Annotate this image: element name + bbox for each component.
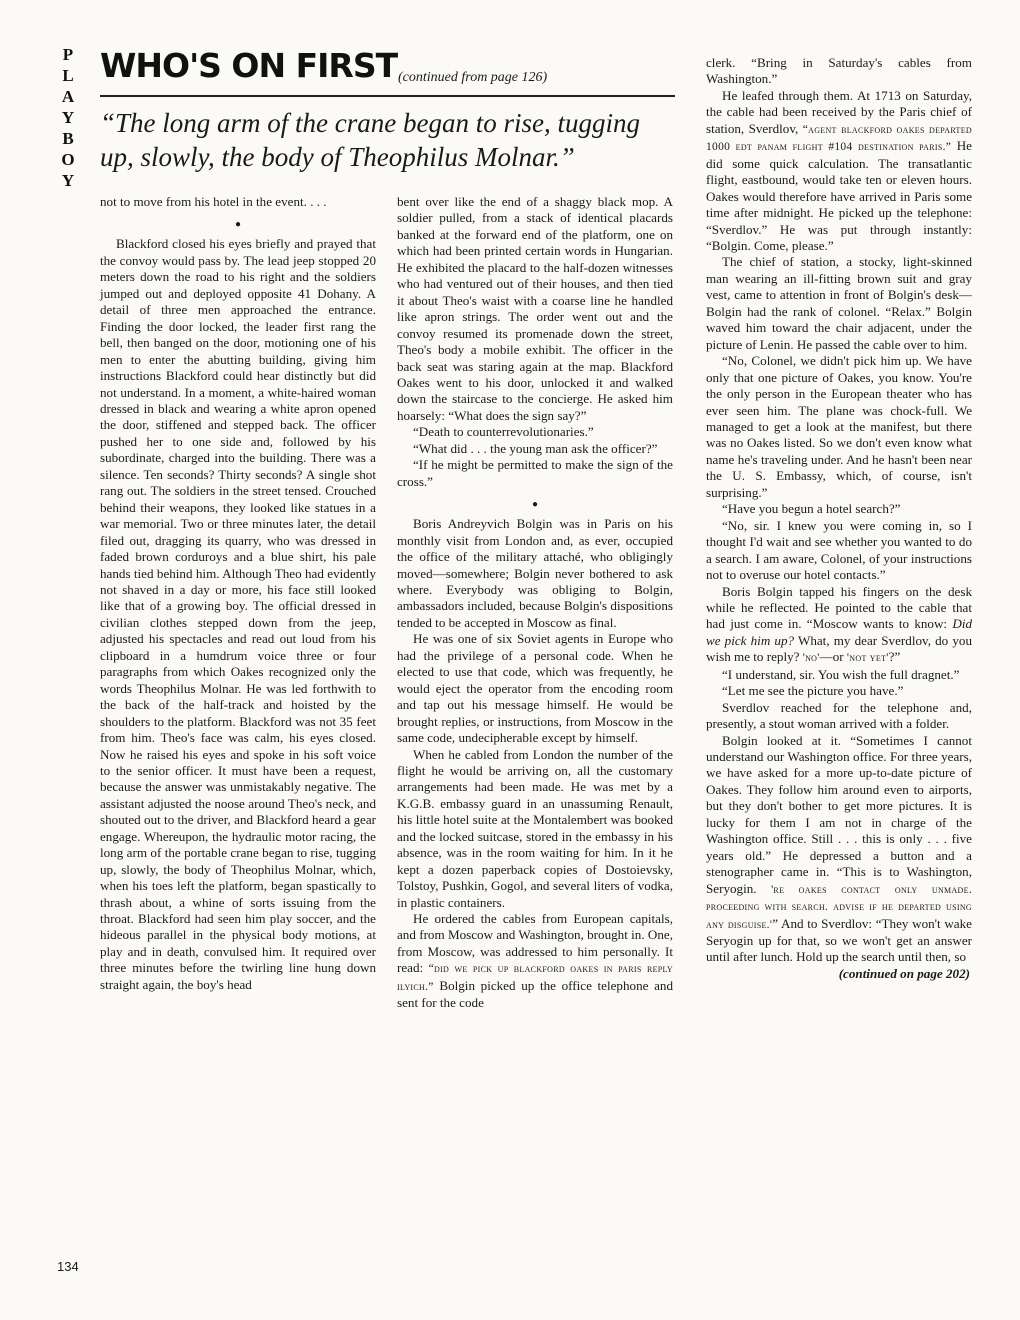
text-run: Boris Bolgin tapped his fingers on the desk while he reflected. He pointed to the cable that had just come in. “Moscow wants to know: xyxy=(706,583,972,632)
cable-text: 'not yet' xyxy=(846,652,889,665)
paragraph xyxy=(397,911,673,1012)
italic-text: Did we pick him up? xyxy=(706,616,972,648)
magazine-letter: O xyxy=(61,150,75,169)
magazine-letter: P xyxy=(62,45,74,64)
paragraph: “What did . . . the young man ask the officer?” xyxy=(413,440,658,456)
continued-from-note: (continued from page 126) xyxy=(398,70,548,85)
paragraph: “I understand, sir. You wish the full dragnet.” xyxy=(722,666,960,682)
paragraph: When he cabled from London the number of the flight he would be arriving on, all the customary arrangements had been made. He was met by a K.G.B. embassy guard in an unassuming Renault, his little hotel suite at the Montalembert was booked and the locked suitcase, stored in the embassy in his absence, was in the room waiting for him. In it he kept a dozen paperback copies of Dostoievsky, Tolstoy, Pushkin, Gogol, and several liters of vodka, in plastic containers. xyxy=(397,746,673,910)
paragraph: clerk. “Bring in Saturday's cables from Washington.” xyxy=(706,55,972,87)
paragraph: not to move from his hotel in the event. . . . xyxy=(100,194,327,209)
cable-text: 're oakes contact only unmade. proceeding with search. advise if he departed using any disguise.' xyxy=(706,883,972,931)
paragraph: “Have you begun a hotel search?” xyxy=(722,501,901,517)
column-2 xyxy=(397,194,673,1012)
cable-text: “agent blackford oakes departed 1000 edt panam flight #104 destination paris.” xyxy=(706,123,972,154)
text-run: —or xyxy=(819,649,847,665)
magazine-letter: A xyxy=(61,87,75,106)
paragraph: “No, Colonel, we didn't pick him up. We have only that one picture of Oakes, you know. You're the only person in the European theater who has ever seen him. The plane was chock-full. We managed to get a look at the manifest, but there was no Oakes listed. So we don't even know what name he's traveling under. And he hasn't been near the U. S. Embassy, which, of course, isn't surprising.” xyxy=(706,353,972,500)
pull-quote: “The long arm of the crane began to rise, tugging up, slowly, the body of Theophilus Molnar.” xyxy=(100,108,640,172)
article-title: WHO'S ON FIRST xyxy=(100,46,398,85)
paragraph: The chief of station, a stocky, light-skinned man wearing an ill-fitting brown suit and gray vest, came to attention in front of Bolgin's desk—Bolgin had the rank of colonel. “Relax.” Bolgin waved him toward the chair adjacent, under the picture of Lenin. He passed the cable over to him. xyxy=(706,254,972,352)
paragraph: “Let me see the picture you have.” xyxy=(722,683,904,699)
text-run: He leafed through them. At 1713 on Saturday, the cable had been received by the Paris chief of station, Sverdlov, xyxy=(706,87,972,136)
magazine-letter: L xyxy=(62,66,74,85)
page-number: 134 xyxy=(57,1259,79,1274)
paragraph: He was one of six Soviet agents in Europe who had the privilege of a personal code. When he elected to use that code, which was frequently, he would eject the operator from the encoding room and tap out his message himself. He would be brought replies, or instructions, from Moscow in the same code, undecipherable except by himself. xyxy=(397,631,673,746)
paragraph: Boris Andreyvich Bolgin was in Paris on his monthly visit from London and, as ever, occupied the office of the military attaché, who obligingly moved—somewhere; Bolgin never bothered to ask where. Everybody was obliging to Bolgin, ambassadors included, because Bolgin's dispositions tended to be accepted in Moscow as final. xyxy=(397,516,673,630)
continued-on-note: (continued on page 202) xyxy=(838,965,970,981)
paragraph: Sverdlov reached for the telephone and, presently, a stout woman arrived with a folder. xyxy=(706,699,972,732)
section-bullet: ● xyxy=(531,499,539,511)
text-run: He ordered the cables from European capitals, and from Moscow and Washington, brought in. One, from Moscow, was addressed to him personally. It read: xyxy=(397,911,673,976)
magazine-letter: B xyxy=(62,129,74,148)
section-bullet: ● xyxy=(234,219,242,231)
text-run: He did some quick calculation. The transatlantic flight, eastbound, would take ten or eleven hours. Oakes would therefore have arrived in Paris some time after midnight. He picked up the telephone: “Sverdlov.” He was put through instantly: “Bolgin. Come, please.” xyxy=(706,138,972,253)
paragraph xyxy=(706,733,972,966)
paragraph: “Death to counterrevolutionaries.” xyxy=(413,424,594,440)
paragraph xyxy=(706,88,972,255)
magazine-name-vertical xyxy=(50,44,86,214)
magazine-letter: Y xyxy=(61,108,75,127)
paragraph: “If he might be permitted to make the sign of the cross.” xyxy=(397,457,673,489)
text-run: Bolgin looked at it. “Sometimes I cannot understand our Washington office. For three years, we have asked for a more up-to-date picture of Oakes. They follow him around even to airports, but they don't bother to get more pictures. It is lucky for them I am not in charge of the Washington office. Still . . . this is only . . . five years old.” He depressed a button and a stenographer came in. “This is to Washington, Seryogin. xyxy=(706,732,972,896)
text-run: ” And to Sverdlov: “They won't wake Seryogin up for that, so we won't get an answer until after lunch. Hold up the search until then, so xyxy=(706,915,972,965)
cable-text: 'no' xyxy=(802,652,820,665)
paragraph: bent over like the end of a shaggy black mop. A soldier pulled, from a stack of identical placards banked at the forward end of the platform, one on which had been printed certain words in Hungarian. He exhibited the placard to the half-dozen witnesses who had ventured out of their houses, and then tied it about Theo's waist with a coarse line he handled like apron strings. The order went out and the convoy resumed its promenade down the street, Theo's body a mobile exhibit. The officer in the back seat was staring again at the map. Blackford Oakes went to his door, unlocked it and walked down the staircase to the concierge. He asked him hoarsely: “What does the sign say?” xyxy=(397,194,673,423)
paragraph: Blackford closed his eyes briefly and prayed that the convoy would pass by. The lead jeep stopped 20 meters down the road to his right and the soldiers jumped out and deployed opposite 41 Dohany. A detail of three men approached the entrance. Finding the door locked, the leader first rang the bell, then banged on the door, motioning one of his men to enter the abutting building, giving him instructions Blackford could hear distinctly but did not understand. In a moment, a white-haired woman dressed in black and wearing a white apron opened the door, stiffened and stepped back. The officer pushed her to one side and, followed by his subordinate, charged into the building. There was a silence. Ten seconds? Thirty seconds? A single shot rang out. The soldiers in the street tensed. Crouched behind their weapons, they looked like statues in a war memorial. Two or three minutes later, the detail filed out, dragging its quarry, who was dressed in faded brown corduroys and a blue shirt, his pale hands tied behind him. Although Theo had evidently not shaved in a day or more, his face still looked like that of a growing boy. The official dressed in civilian clothes stepped down from the jeep, adjusted his spectacles and read out loud from his clipboard in a humdrum voice three or four paragraphs from which Oakes recognized only the words Theophilus Molnar. He was led forthwith to the back of the half-track and hoisted by the shoulders to the platform. Blackford was not 35 feet from him. Theo's face was calm, his eyes closed. Now he raised his eyes and spoke in his soft voice to the senior officer. It must have been a request, because the answer was unmistakably negative. The assistant adjusted the noose around Theo's neck, and shouted out to the driver, and Blackford heard a gear engage. Whereupon, the hydraulic motor racing, the long arm of the portable crane began to rise, tugging up, slowly, the body of Theophilus Molnar, which, when his toes left the platform, began spastically to thrash about, a whine of sorts issuing from the throat. Blackford had seen him play soccer, and the hideous parallel in the physical body motions, at play and in death, convulsed him. It required over three minutes before the twirling line hung down straight again, the boy's head xyxy=(100,236,376,992)
column-1 xyxy=(100,194,376,993)
magazine-letter: Y xyxy=(61,171,75,190)
paragraph xyxy=(706,584,972,667)
header-rule xyxy=(100,95,675,97)
text-run: ?” xyxy=(888,649,901,665)
cable-text: “did we pick up blackford oakes in paris reply ilyich.” xyxy=(397,963,673,993)
column-3 xyxy=(706,55,972,982)
paragraph: “No, sir. I knew you were coming in, so I thought I'd wait and see whether you wanted to do a search. I am aware, Colonel, of your instructions not to overuse our hotel contacts.” xyxy=(706,517,972,583)
text-run: What, my dear Sverdlov, do you wish me to reply? xyxy=(706,632,972,665)
text-run: Bolgin picked up the office telephone and sent for the code xyxy=(397,977,673,1011)
